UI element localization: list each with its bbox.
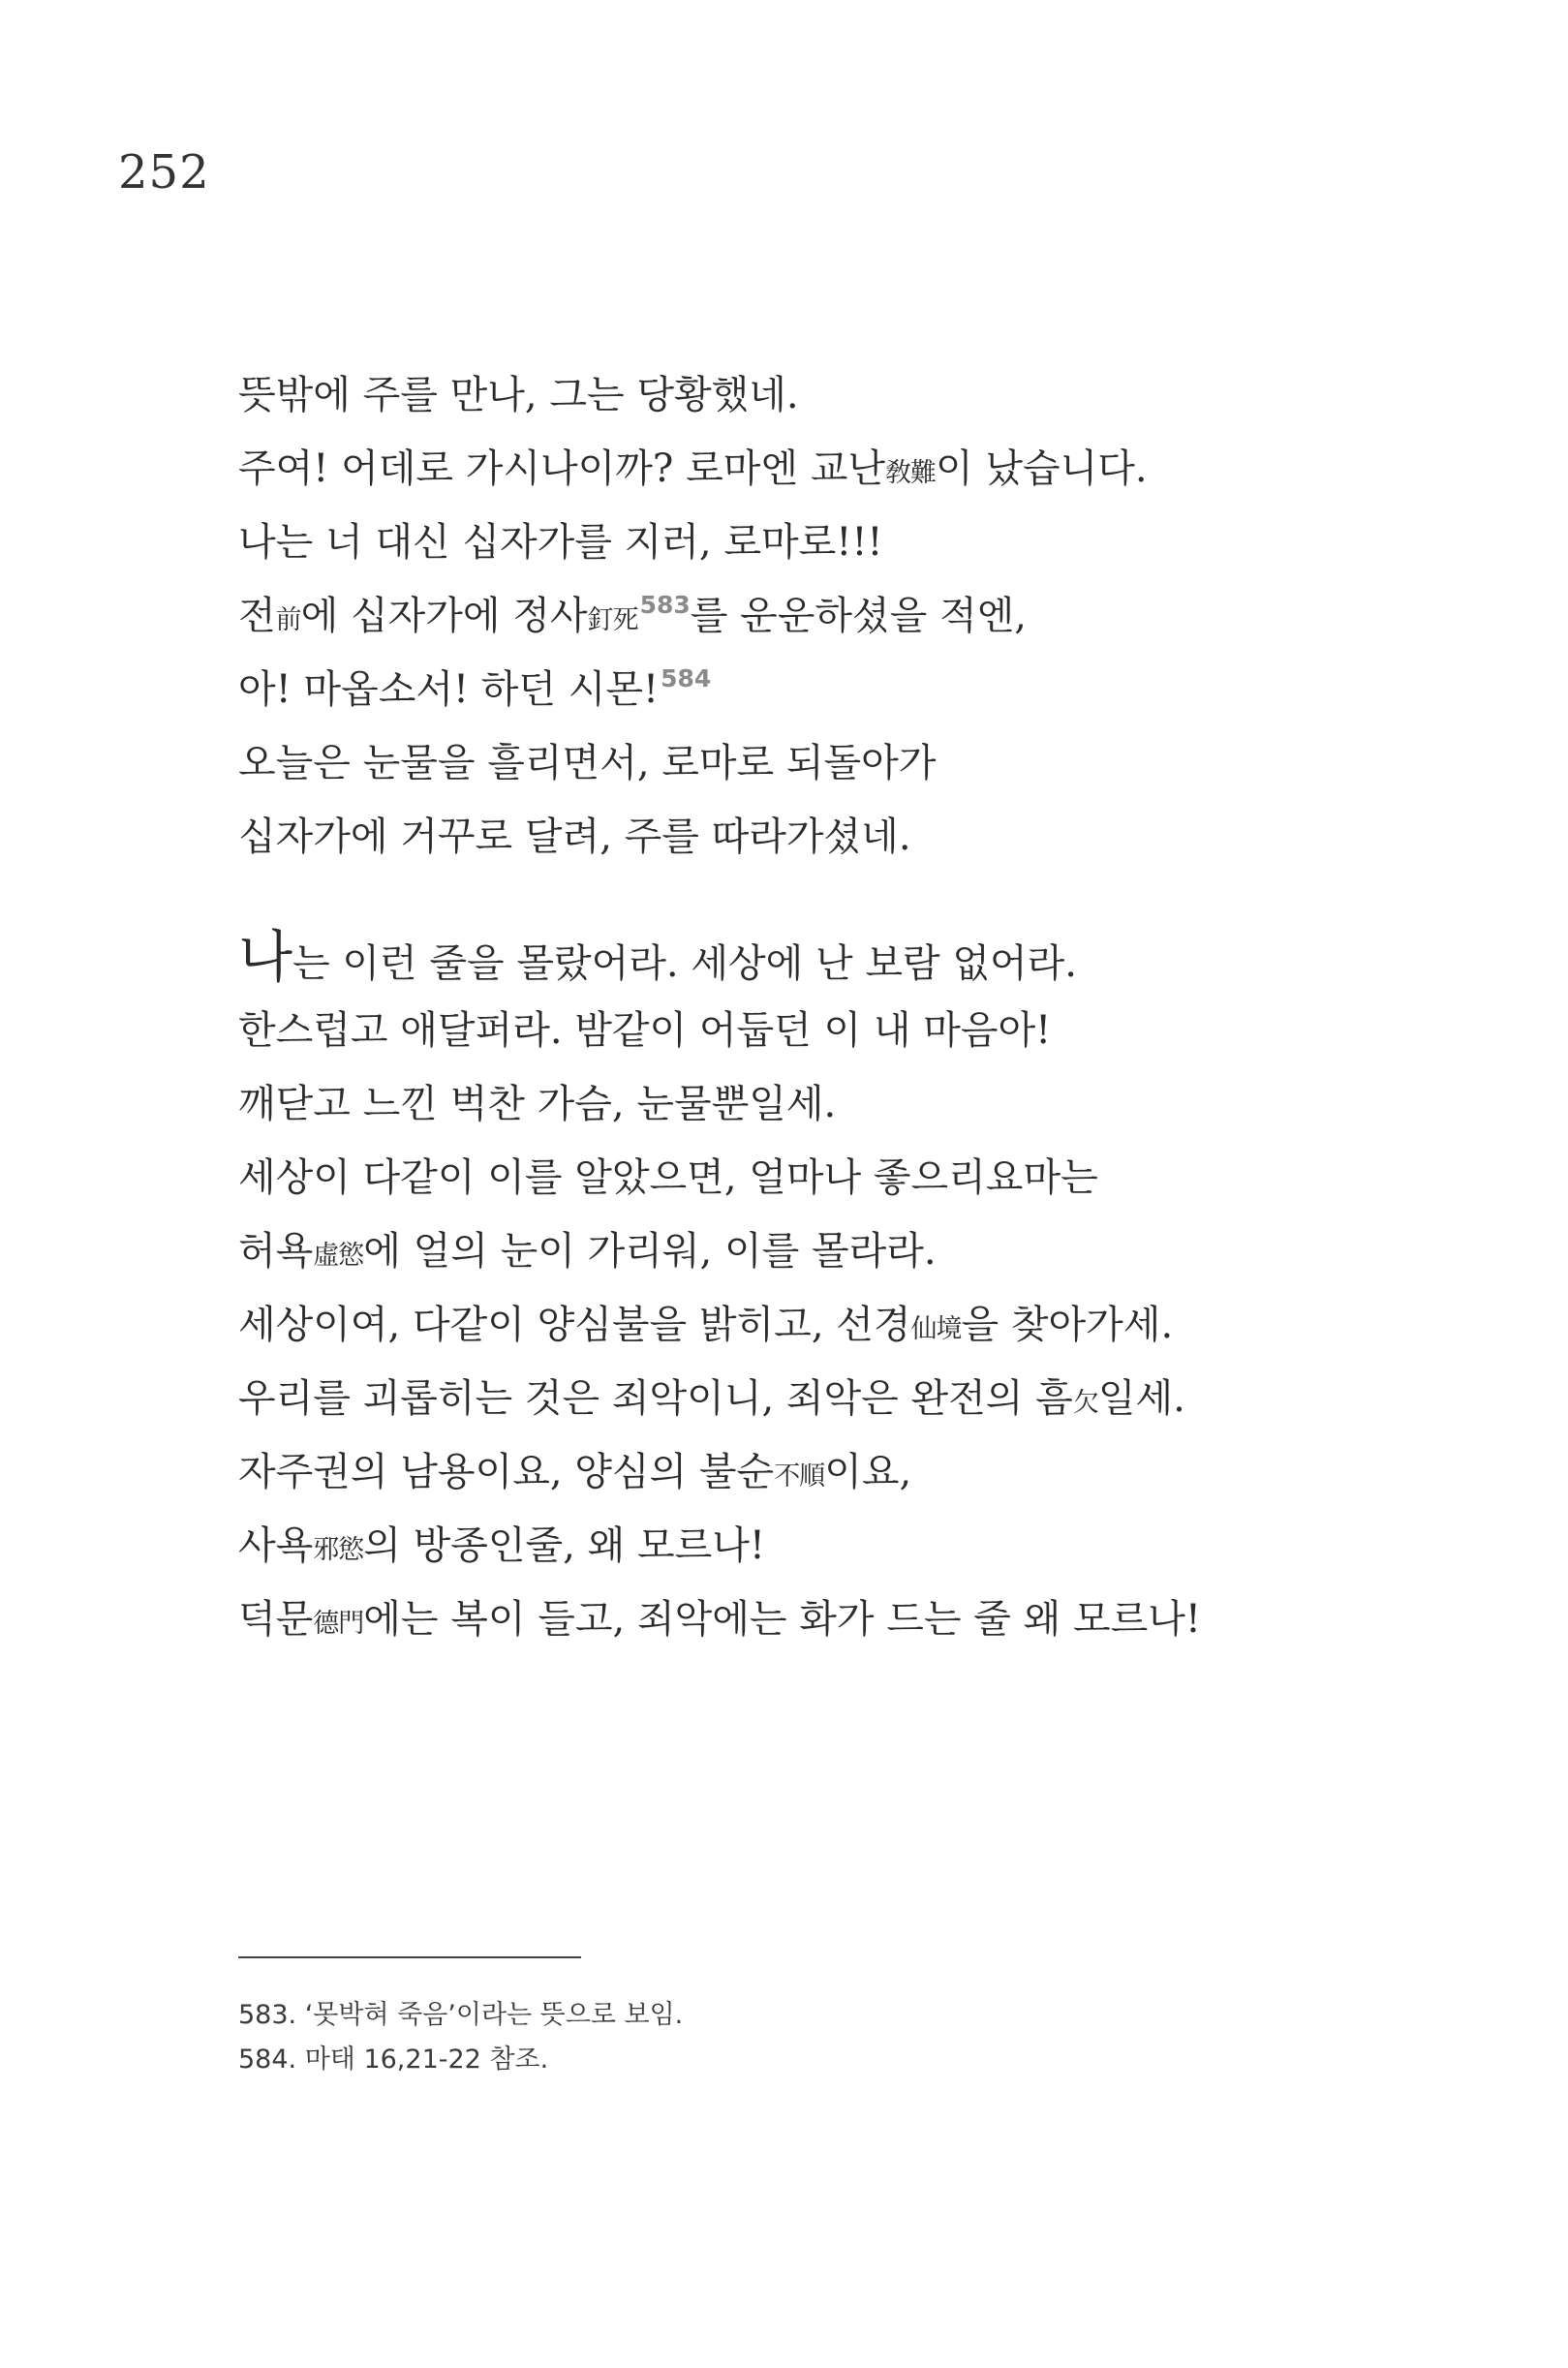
footnote-ref-583[interactable]: 583 <box>639 591 691 619</box>
poem-line: 나는 너 대신 십자가를 지러, 로마로!!! <box>238 520 883 565</box>
text-run: 에 얼의 눈이 가리워, 이를 몰라라. <box>363 1229 937 1274</box>
poem-line <box>238 920 1497 994</box>
footnotes <box>238 1993 683 2082</box>
poem-line <box>238 1583 1497 1656</box>
text-run: 사욕 <box>238 1523 314 1568</box>
poem-line <box>238 1288 1497 1362</box>
footnote-divider <box>238 1956 581 1958</box>
footnote-ref-584[interactable]: 584 <box>661 664 712 692</box>
poem-stanza-2 <box>238 920 1497 1656</box>
poem-line: 뜻밖에 주를 만나, 그는 당황했네. <box>238 373 799 417</box>
poem-line: 깨닫고 느낀 벅찬 가슴, 눈물뿐일세. <box>238 1082 837 1126</box>
poem-line: 오늘은 눈물을 흘리면서, 로마로 되돌아가 <box>238 741 937 785</box>
text-run: 덕문 <box>238 1597 314 1642</box>
text-run: 의 방종인줄, 왜 모르나! <box>363 1523 765 1568</box>
hanja-annotation: 敎難 <box>884 458 936 488</box>
text-run: 허욕 <box>238 1229 314 1274</box>
hanja-annotation: 德門 <box>313 1609 364 1639</box>
text-run: 자주권의 남용이요, 양심의 불순 <box>238 1450 775 1494</box>
poem-line <box>238 1215 1497 1288</box>
hanja-annotation: 邪慾 <box>313 1535 364 1565</box>
text-run: 일세. <box>1097 1376 1185 1421</box>
drop-cap: 나 <box>238 924 293 990</box>
poem-line: 한스럽고 애달퍼라. 밤같이 어둡던 이 내 마음아! <box>238 1008 1052 1053</box>
text-run: 를 운운하셨을 적엔, <box>690 594 1028 638</box>
hanja-annotation: 釘死 <box>587 605 638 635</box>
footnote-583: 583. ‘못박혀 죽음’이라는 뜻으로 보임. <box>238 2000 684 2030</box>
text-run: 이요, <box>824 1450 912 1494</box>
text-run: 전 <box>238 594 276 638</box>
poem-line <box>238 1435 1497 1509</box>
hanja-annotation: 虛慾 <box>313 1241 364 1271</box>
poem-stanza-1 <box>238 358 1497 874</box>
poem-line: 세상이 다같이 이를 알았으면, 얼마나 좋으리요마는 <box>238 1155 1098 1200</box>
hanja-annotation: 不順 <box>774 1461 825 1492</box>
poem-line: 십자가에 거꾸로 달려, 주를 따라가셨네. <box>238 815 911 859</box>
text-run: 주여! 어데로 가시나이까? 로마엔 교난 <box>238 446 885 491</box>
poem-line <box>238 653 1497 726</box>
text-run: 우리를 괴롭히는 것은 죄악이니, 죄악은 완전의 흠 <box>238 1376 1073 1421</box>
text-run: 세상이여, 다같이 양심불을 밝히고, 선경 <box>238 1303 911 1347</box>
page-number: 252 <box>118 145 210 200</box>
poem-line <box>238 1509 1497 1583</box>
poem-line <box>238 432 1497 506</box>
poem-line <box>238 579 1497 653</box>
hanja-annotation: 前 <box>275 605 301 635</box>
text-run: 에는 복이 들고, 죄악에는 화가 드는 줄 왜 모르나! <box>363 1597 1201 1642</box>
text-run: 이 났습니다. <box>935 446 1148 491</box>
text-run: 을 찾아가세. <box>961 1303 1174 1347</box>
hanja-annotation: 仙境 <box>910 1314 962 1344</box>
text-run: 아! 마옵소서! 하던 시몬! <box>238 667 660 712</box>
text-run: 에 십자가에 정사 <box>300 594 588 638</box>
footnote-584: 584. 마태 16,21-22 참조. <box>238 2045 549 2075</box>
hanja-annotation: 欠 <box>1072 1388 1098 1418</box>
text-run: 는 이런 줄을 몰랐어라. 세상에 난 보람 없어라. <box>292 941 1077 986</box>
poem-line <box>238 1362 1497 1435</box>
